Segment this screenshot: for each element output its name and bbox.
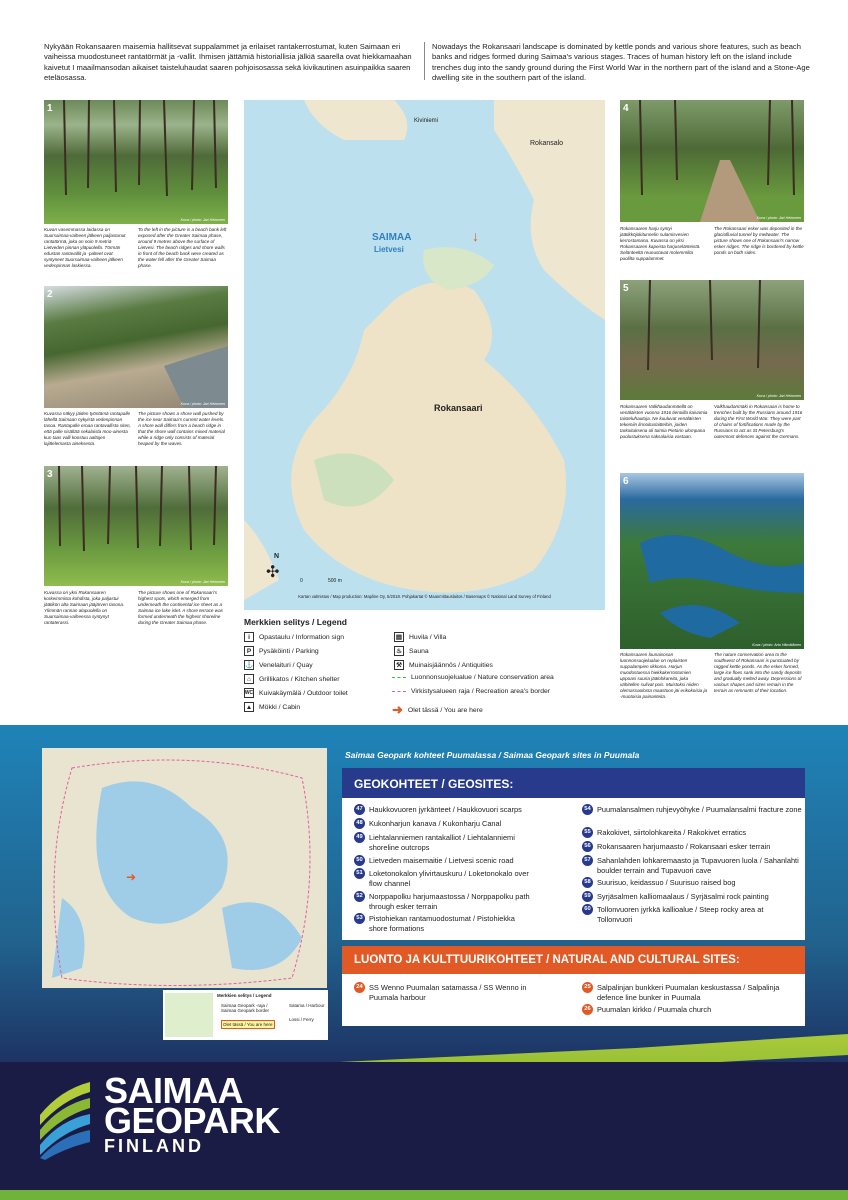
sites-heading: Saimaa Geopark kohteet Puumalassa / Saimaa Geopark sites in Puumala (345, 750, 640, 760)
site-label: Norppapolku harjumaastossa / Norppapolku path through esker terrain (369, 892, 530, 911)
site-number-badge: 24 (354, 982, 365, 993)
caption-en: The picture shows a shore wall pushed by the ice near Saimaa's current water levels. A shore wall differs from a beach ridge in that the shore wall contains mixed material while a ridge only consists of material heaped by the waves. (138, 411, 225, 446)
site-label: Puumalansalmen ruhjevyöhyke / Puumalansalmi fracture zone (597, 805, 802, 814)
recreation-border-icon (392, 691, 406, 692)
site-label: Rakokivet, siirtolohkareita / Rakokivet erratics (597, 828, 747, 837)
map-credits: Kartan valmistus / Map production: Mapline Oy, 5/2018. Pohjakartat © Maanmittauslaitos / Basemaps © National Land Survey of Finland (298, 594, 551, 599)
geosite-item (354, 892, 544, 911)
legend-label: Huvila / Villa (409, 633, 447, 641)
geosite-item (582, 856, 802, 875)
photo-credit: Kuva / photo: Jari Heinonen (180, 402, 225, 406)
rokansaari-map[interactable] (244, 100, 605, 610)
photo-number: 3 (47, 469, 53, 480)
site-number-badge: 52 (354, 891, 365, 902)
you-are-here-marker: ➜ (126, 870, 137, 884)
shore-image (44, 286, 228, 408)
geosite-item (582, 828, 802, 838)
map-label-rokansaari: Rokansaari (434, 403, 483, 413)
caption-fi: Rokansaaren Valkhaudanmäellä on venäläisten vuonna 1916 tienoilla kaivamia taisteluhautoja. Ne kuuluvat venäläisten tekemiin linnoituslaitteihin, joiden tarkoituksena oli toimia Pietarin ulompana puolustuksena saksalaisia vastaan. (620, 404, 708, 439)
legend-item (244, 702, 300, 712)
geosite-item (354, 819, 574, 829)
brand-line-2: GEOPARK (104, 1100, 280, 1141)
legend-item (244, 674, 339, 684)
forest-image (44, 100, 228, 224)
caption-fi: Kuvan vasemmassa laidassa on Suursaimaa-vaiheen jälkeen paljastunut rantatörmä, joka on noin 9 metriä Lietveden pinnan yläpuolella. Törmän edustan rantavallit ja -palteet ovat syntyneet Suursaimaa-vaiheen jälkeen vedenpinnan laskiessa. (44, 227, 126, 268)
aerial-lakes-image (620, 473, 804, 649)
shelter-icon: ⌂ (244, 674, 254, 684)
natural-site-item (582, 983, 802, 1002)
site-label: Liehtalanniemen rantakalliot / Liehtalanniemi shoreline outcrops (369, 833, 515, 852)
overview-legend-item: Olet tässä / You are here (223, 1022, 273, 1027)
geosites-title: GEOKOHTEET / GEOSITES: (342, 768, 805, 798)
legend-item (244, 646, 319, 656)
cabin-icon: ▲ (245, 703, 253, 711)
brand-line-3: FINLAND (104, 1136, 204, 1156)
site-number-badge: 54 (582, 804, 593, 815)
site-label: Loketonokalon ylivirtauskuru / Loketonokalo over flow channel (369, 869, 529, 888)
caption-en: The picture shows one of Rokansaari's highest spots, which emerged from underneath the continental ice sheet as a Saimaa ice lake islet. A shore terrace was formed underneath the highest shoreline during the Greater Saimaa phase. (138, 590, 223, 625)
site-label: Sahanlahden lohkaremaasto ja Tupavuoren luola / Sahanlahti boulder terrain and Tupavuori cave (597, 856, 799, 875)
legend-label: Muinaisjäännös / Antiquities (409, 661, 493, 669)
geosite-item (582, 842, 802, 852)
legend-label: Venelaituri / Quay (259, 661, 313, 669)
site-number-badge: 48 (354, 818, 365, 829)
legend-label: Mökki / Cabin (259, 703, 301, 711)
legend-label: Luonnonsuojelualue / Nature conservation area (411, 674, 554, 681)
conservation-line-icon (392, 677, 406, 678)
intro-divider (424, 42, 425, 80)
geopark-wordmark (104, 1070, 280, 1165)
legend-item (244, 632, 344, 642)
photo-2 (44, 286, 228, 408)
photo-number: 6 (623, 476, 629, 487)
anchor-icon: ⚓ (244, 662, 254, 669)
photo-number: 1 (47, 103, 53, 114)
photo-5 (620, 280, 804, 400)
map-label-saimaa: SAIMAA (372, 232, 412, 243)
photo-number: 4 (623, 103, 629, 114)
scale-start: 0 (300, 578, 303, 584)
photo-number: 5 (623, 283, 629, 294)
puumala-overview-map[interactable] (42, 748, 327, 988)
geosite-item (354, 869, 534, 888)
legend-label: Sauna (409, 647, 429, 655)
geosite-item (354, 833, 524, 852)
site-label: Kukonharjun kanava / Kukonharju Canal (369, 819, 502, 828)
region-inset (165, 993, 213, 1037)
map-label-kiviniemi: Kiviniemi (414, 118, 439, 124)
site-label: Puumalan kirkko / Puumala church (597, 1005, 712, 1014)
overview-legend-title: Merkkien selitys / Legend (217, 993, 272, 998)
site-number-badge: 25 (582, 982, 593, 993)
geosite-item (582, 878, 802, 888)
site-number-badge: 47 (354, 804, 365, 815)
site-number-badge: 56 (582, 841, 593, 852)
legend-label: Opastaulu / Information sign (259, 633, 345, 641)
info-sign-icon: i (244, 632, 254, 642)
legend-item (394, 632, 446, 642)
photo-4 (620, 100, 804, 222)
site-label: Haukkovuoren jyrkänteet / Haukkovuori scarps (369, 805, 522, 814)
compass-icon: ✣ (266, 564, 280, 581)
caption-fi: Rokansaaren lounaisosan luonnonsuojelualue on replaisten suppalampien rikkoma. Harjun muodostuessa hiekkakerrostumien uppoasi suuria jäälohkareita, joka vähitellen sulivat pois. Muistoksi niiden olemassaolosta maastoon jäi erikokoisia ja -muotoisia painanteita. (620, 652, 708, 699)
map-graphic (244, 100, 605, 610)
brand-line-1: SAIMAA (104, 1070, 243, 1111)
overview-legend-item: Satama / Harbour (289, 1003, 325, 1008)
site-label: SS Wenno Puumalan satamassa / SS Wenno in Puumala harbour (369, 983, 527, 1002)
villa-icon: ▤ (395, 634, 403, 641)
natural-site-item (354, 983, 534, 1002)
site-label: Rokansaaren harjumaasto / Rokansaari esker terrain (597, 842, 771, 851)
overview-map-graphic (42, 748, 327, 988)
intro-text-en: Nowadays the Rokansaari landscape is dominated by kettle ponds and various shore features, such as beach banks and ridges formed during Saimaa's various stages. Traces of human history left on the island include trenches dug into the sandy ground during the First World War in the northern part of the island and a Stone-Age dwelling site in the southern part of the island. (432, 42, 810, 83)
site-number-badge: 53 (354, 913, 365, 924)
legend-item (392, 674, 554, 681)
map-label-rokansalo: Rokansalo (530, 140, 564, 147)
legend-item (244, 660, 313, 670)
caption-en: Valkhaudanmäki in Rokansaari is home to trenches built by the Russians around 1916 during the First World War. They were part of chains of fortifications made by the Russians to act as St Petersburg's outermost defences against the Germans. (714, 404, 803, 439)
caption-en: The nature conservation area to the southwest of Rokansaari is punctuated by ragged kettle ponds. As the esker formed, large ice floes sank into the sandy deposits and gradually melted away. Depressions of various shapes and sizes remain in the terrain as remnants of their location. (714, 652, 802, 693)
photo-1 (44, 100, 228, 224)
geosite-item (582, 805, 802, 815)
geosite-item (582, 892, 802, 902)
site-label: Pistohiekan rantamuodostumat / Pistohiekka shore formations (369, 914, 515, 933)
site-number-badge: 51 (354, 868, 365, 879)
map-label-lietvesi: Lietvesi (374, 245, 404, 254)
natural-site-item (582, 1005, 802, 1015)
site-number-badge: 49 (354, 832, 365, 843)
caption-en: The Rokansaari esker was deposited in the glaciofluvial tunnel by meltwater. The picture shows one of Rokansaari's narrow esker ridges. The ridge is bordered by kettle ponds on both sides. (714, 226, 804, 255)
forest-image (44, 466, 228, 586)
site-number-badge: 59 (582, 891, 593, 902)
site-number-badge: 57 (582, 855, 593, 866)
geosite-item (354, 856, 574, 866)
photo-credit: Kuva / photo: Arto Hämäläinen (752, 643, 801, 647)
parking-icon: P (244, 646, 254, 656)
natural-cultural-title: LUONTO JA KULTTUURIKOHTEET / NATURAL AND CULTURAL SITES: (342, 946, 805, 974)
site-label: Suurisuo, keidassuo / Suurisuo raised bog (597, 878, 736, 887)
photo-credit: Kuva / photo: Jari Heinonen (180, 580, 225, 584)
you-are-here-arrow-icon: ➜ (392, 702, 403, 717)
legend-label: Olet tässä / You are here (407, 706, 483, 714)
legend-label: Virkistysalueen raja / Recreation area's border (411, 688, 551, 695)
photo-6 (620, 473, 804, 649)
trench-image (620, 280, 804, 400)
caption-en: To the left in the picture is a beach bank left exposed after the Greater Saimaa phase, around 9 metres above the surface of Lietvesi. The beach ridges and shore walls in front of the beach bank were created as the water fell after the Greater Saimaa phase. (138, 227, 227, 268)
legend-item (392, 688, 550, 695)
geopark-logo-icon (40, 1080, 90, 1160)
site-label: Salpalinjan bunkkeri Puumalan keskustassa / Salpalinja defence line bunker in Puumala (597, 983, 780, 1002)
site-number-badge: 26 (582, 1004, 593, 1015)
legend-label: Grillikatos / Kitchen shelter (259, 675, 340, 683)
site-label: Lietveden maisemaitie / Lietvesi scenic road (369, 856, 514, 865)
antiquities-icon: ⚒ (394, 660, 404, 670)
geosite-item (354, 914, 534, 933)
legend-item (392, 702, 483, 718)
path-image (620, 100, 804, 222)
overview-map-legend (163, 990, 328, 1040)
footer-green-bar (0, 1190, 848, 1200)
photo-number: 2 (47, 289, 53, 300)
legend-label: Kuivakäymälä / Outdoor toilet (259, 689, 348, 697)
site-label: Tollonvuoren jyrkkä kallioalue / Steep rocky area at Tollonvuori (597, 905, 764, 924)
overview-legend-item: Lossi / Ferry (289, 1017, 314, 1022)
geosite-item (354, 805, 574, 815)
caption-fi: Rokansaaren harju syntyi jäätikköjokitunnelin sulamisvesien kerrostamana. Kuvassa on yksi Rokansaaren kapeista harjuselänteistä. Selänteeltä reunustavat molemmilta puolilta suppalammet. (620, 226, 701, 261)
photo-credit: Kuva / photo: Jari Heinonen (756, 394, 801, 398)
north-arrow-label: N (274, 553, 280, 560)
sauna-icon: ♨ (394, 646, 404, 656)
photo-credit: Kuva / photo: Jari Heinonen (180, 218, 225, 222)
scale-end: 500 m (328, 578, 342, 584)
legend-label: Pysäköinti / Parking (259, 647, 319, 655)
intro-text-fi: Nykyään Rokansaaren maisemia hallitsevat suppalammet ja erilaiset rantakerrostumat, kuten Saimaan eri vaiheissa muodostuneet rantatörmät ja -vallit. Ihmisen jättämiä historiallisia jälkiä saarella ovat hiekkamaahan kaivetut I maailmansodan aikaiset taisteluhaudat saaren pohjoisosassa sekä kivikautinen asuinpaikka saaren eteläosassa. (44, 42, 412, 83)
toilet-icon: WC (244, 690, 254, 696)
overview-legend-item: Saimaa Geopark -raja / Saimaa Geopark border (221, 1003, 270, 1013)
site-number-badge: 60 (582, 904, 593, 915)
you-are-here-marker: ↓ (472, 228, 479, 244)
site-label: Syrjäsalmen kalliomaalaus / Syrjäsalmi rock painting (597, 892, 769, 901)
caption-fi: Kuvassa on yksi Rokansaaren korkeimmista kohdista, joka paljastui jäätikön alta Saimaan jääjärven tasona. Ylimmän rannan alapuolella on Suursaimaa-vaiheessa syntynyt rantaterassi. (44, 590, 125, 625)
site-number-badge: 55 (582, 827, 593, 838)
photo-3 (44, 466, 228, 586)
legend-title: Merkkien selitys / Legend (244, 617, 347, 627)
photo-credit: Kuva / photo: Jari Heinonen (756, 216, 801, 220)
site-number-badge: 58 (582, 877, 593, 888)
legend-item (244, 688, 348, 698)
site-number-badge: 50 (354, 855, 365, 866)
geosite-item (582, 905, 772, 924)
legend-item (394, 660, 493, 670)
legend-item (394, 646, 429, 656)
caption-fi: Kuvassa näkyy jäiden työntämä rantapalle lähellä Saimaan nykyistä vedenpinnan tasoa. Rantapalle eroaa rantavallista siten, että palle sisältää sekalaista moo-ainesta kun taas valli koostuu aaltojen lajittelemasta aineksesta. (44, 411, 131, 446)
